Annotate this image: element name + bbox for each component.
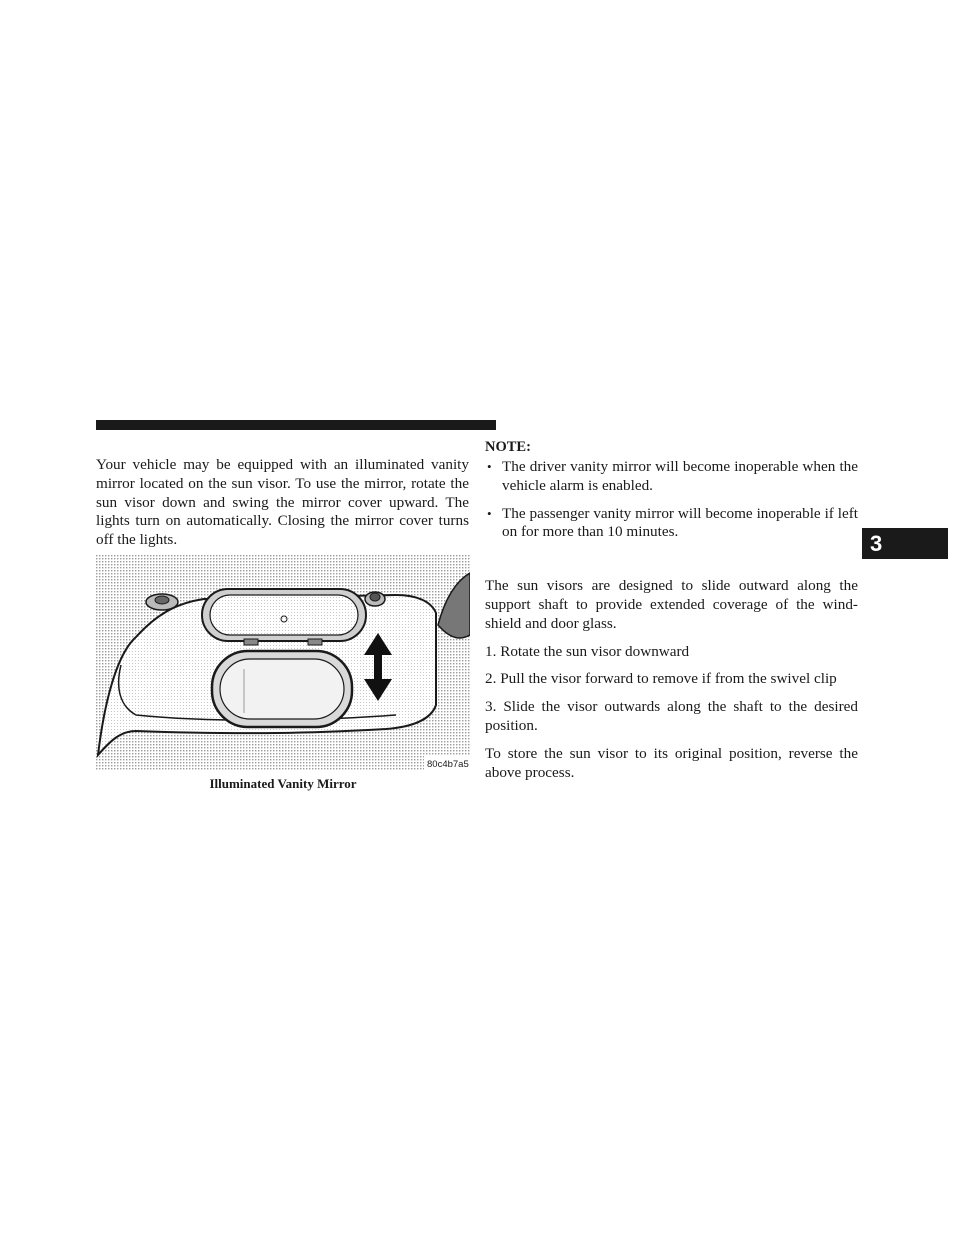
sun-visor-intro: The sun visors are designed to slide outward along the support shaft to provide extended coverage of the wind-shield and door glass. xyxy=(485,577,858,632)
store-instructions: To store the sun visor to its original position, reverse the above process. xyxy=(485,744,858,781)
left-visor-mount xyxy=(146,594,178,610)
vanity-mirror xyxy=(212,651,352,727)
note-list xyxy=(485,458,858,542)
right-column xyxy=(485,438,858,782)
note-item: • The driver vanity mirror will become inoperable when the vehicle alarm is enabled. xyxy=(485,458,858,496)
chapter-tab xyxy=(862,528,948,559)
chapter-number: 3 xyxy=(870,531,883,556)
step-item: 1. Rotate the sun visor downward xyxy=(485,642,690,660)
note-item: • The passenger vanity mirror will become inoperable if left on for more than 10 minutes. xyxy=(485,505,858,543)
mirror-cover xyxy=(202,589,366,645)
figure-caption: Illuminated Vanity Mirror xyxy=(209,776,357,791)
section-header-rule xyxy=(96,420,496,430)
vanity-mirror-description: Your vehicle may be equipped with an illuminated vanity mirror located on the sun visor. To use the mirror, rotate the sun visor down and swing the mirror cover upward. The lights turn on automatically. Closing the mirror cover turns off the lights. xyxy=(96,456,469,549)
note-label: NOTE: xyxy=(485,439,531,455)
figure-code: 80c4b7a5 xyxy=(427,759,469,770)
step-item: 2. Pull the visor forward to remove if from the swivel clip xyxy=(485,670,837,688)
vanity-mirror-illustration xyxy=(96,555,470,771)
right-visor-mount xyxy=(365,592,385,606)
left-column xyxy=(96,456,469,550)
step-item: 3. Slide the visor outwards along the shaft to the desired position. xyxy=(485,698,858,734)
